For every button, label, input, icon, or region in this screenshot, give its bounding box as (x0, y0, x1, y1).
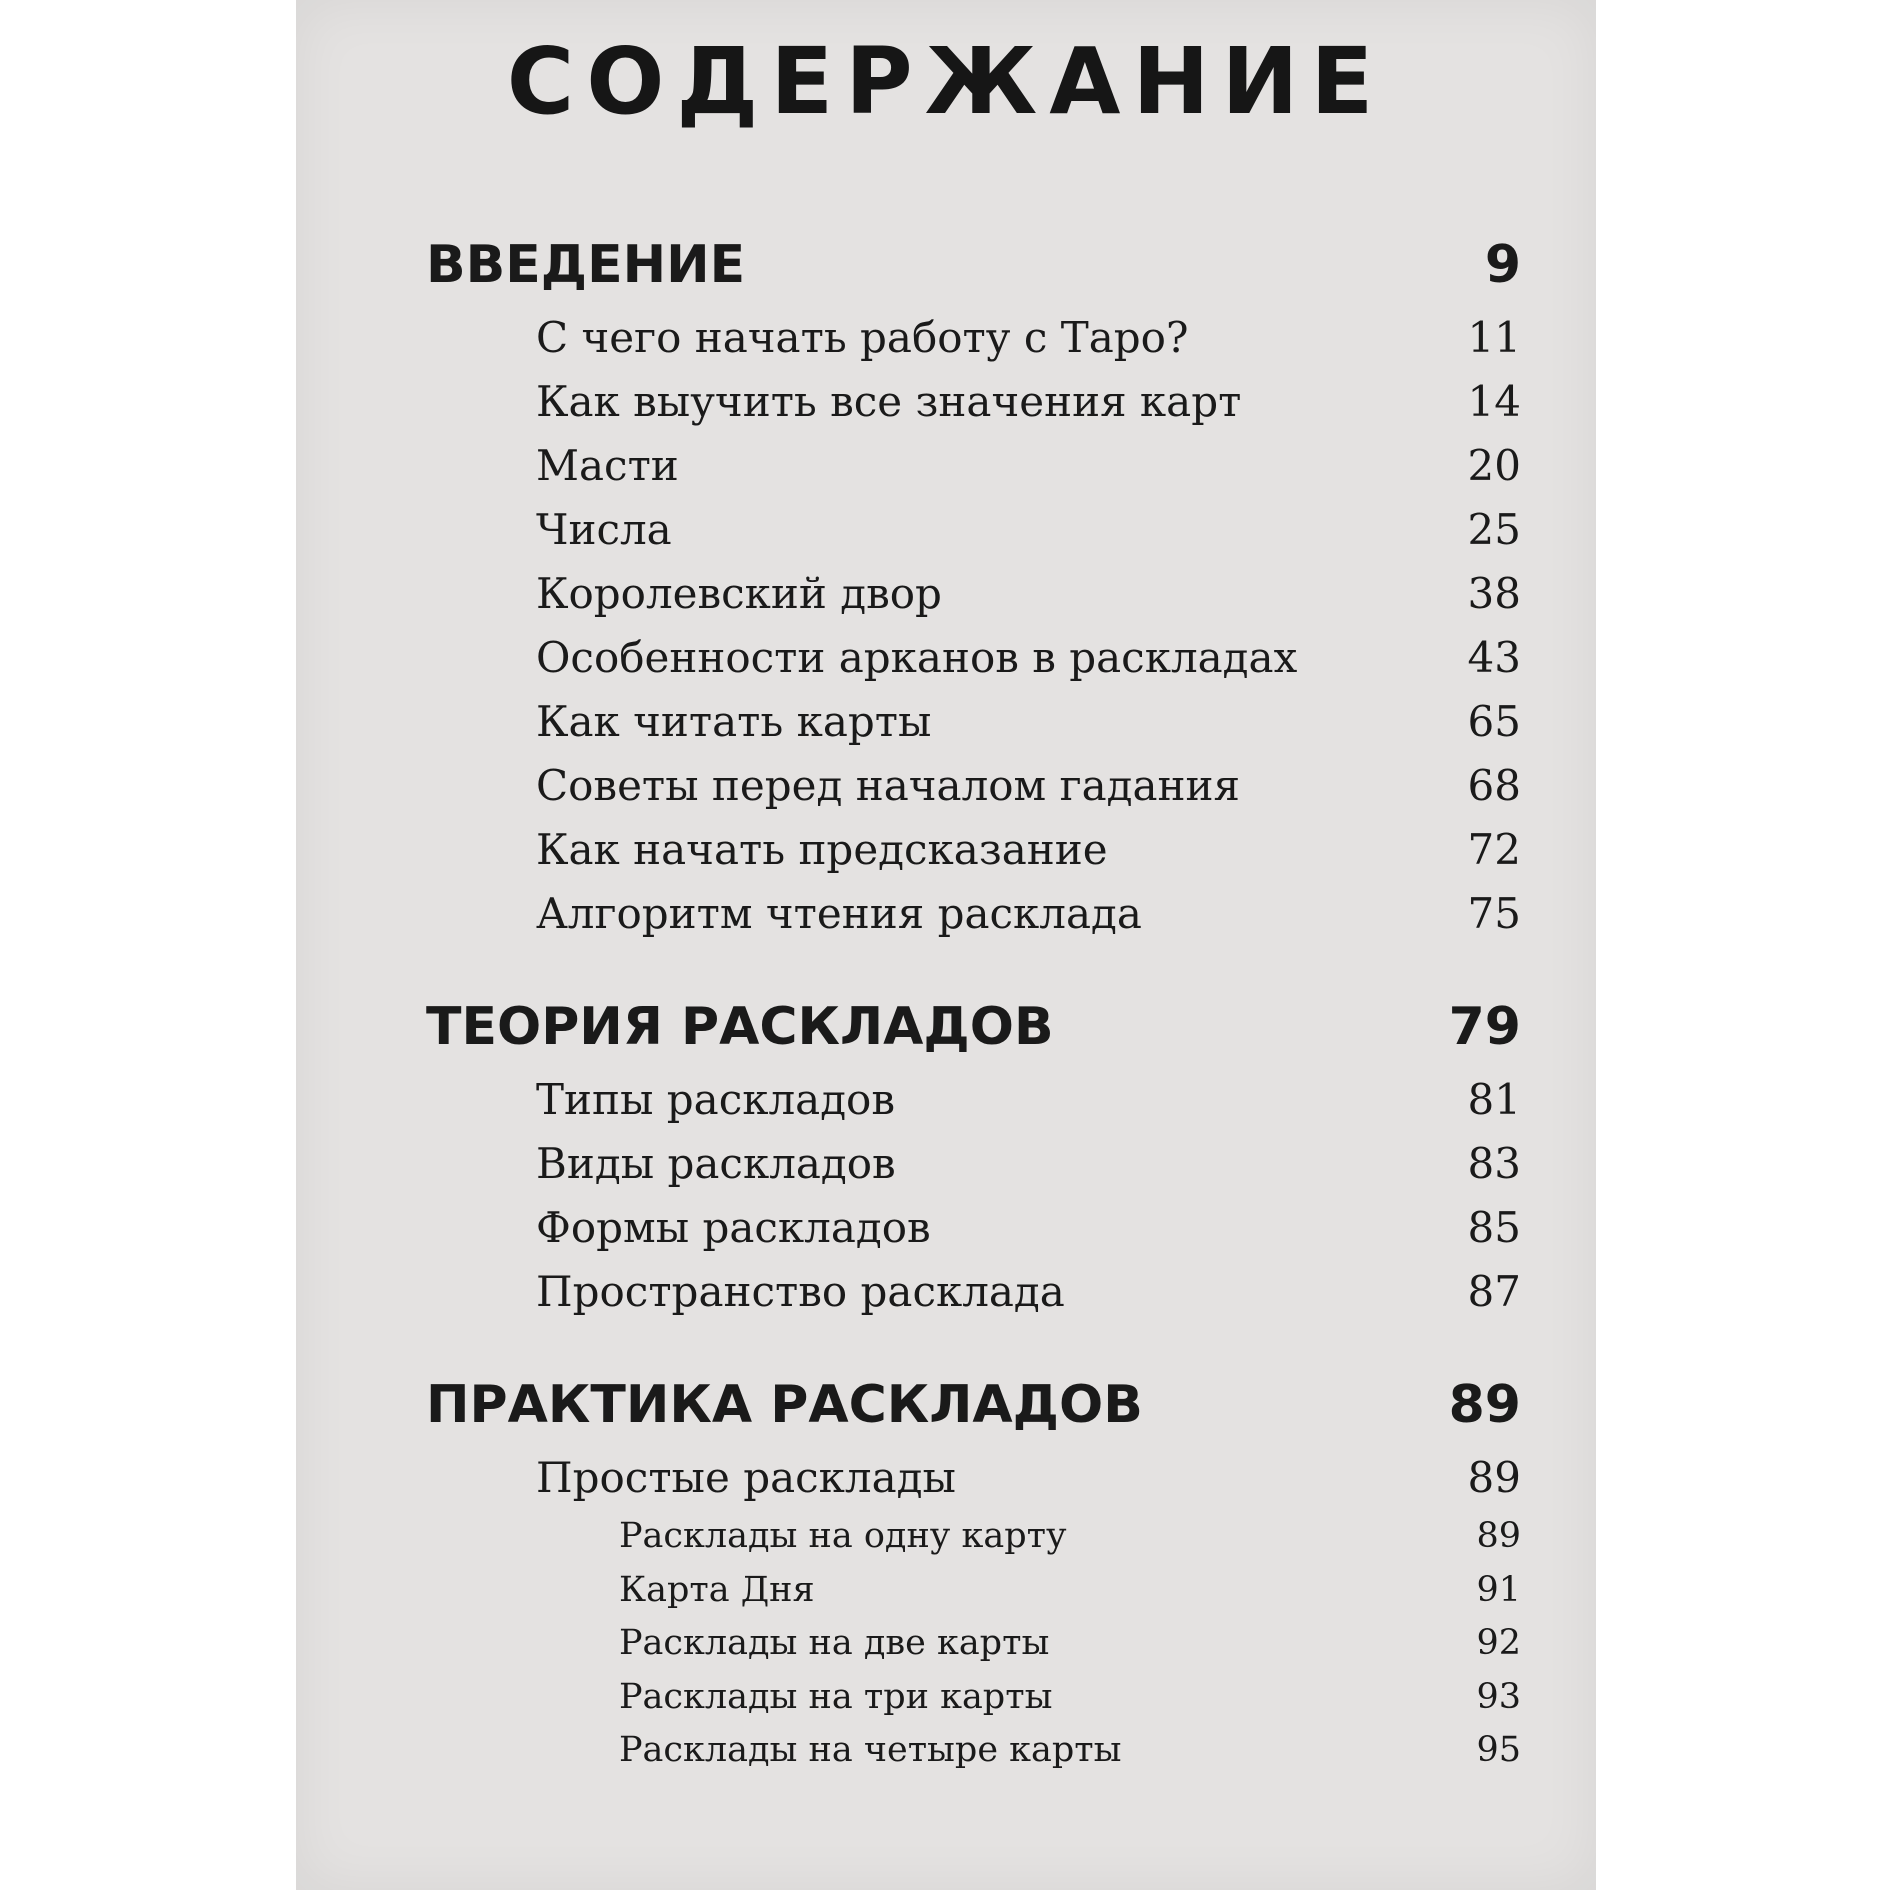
toc-entry-page: 43 (1467, 633, 1521, 682)
toc-entry (426, 882, 1521, 946)
toc-heading-page: 79 (1448, 997, 1521, 1057)
toc-subentry (426, 1617, 1521, 1671)
toc-entry-label: Алгоритм чтения расклада (536, 889, 1142, 938)
toc-entry (426, 690, 1521, 754)
toc-entry-page: 68 (1467, 761, 1521, 810)
toc-entry (426, 818, 1521, 882)
toc-entry-label: Масти (536, 441, 679, 490)
toc-heading (426, 230, 1521, 300)
toc-entry-page: 14 (1467, 377, 1521, 426)
toc-subentry-label: Расклады на две карты (619, 1623, 1050, 1663)
toc-entry (426, 1196, 1521, 1260)
toc-entry (426, 754, 1521, 818)
toc-subentry-page: 89 (1476, 1516, 1521, 1556)
toc-heading-label: ТЕОРИЯ РАСКЛАДОВ (426, 997, 1054, 1057)
toc-entry-label: Королевский двор (536, 569, 942, 618)
toc-heading-page: 9 (1484, 235, 1521, 295)
toc-heading-label: ПРАКТИКА РАСКЛАДОВ (426, 1375, 1143, 1435)
toc-entry (426, 306, 1521, 370)
toc-entry-label: Пространство расклада (536, 1267, 1065, 1316)
toc-subentry-label: Карта Дня (619, 1569, 815, 1610)
toc-subentry (426, 1510, 1521, 1564)
toc-subentry-page: 95 (1476, 1730, 1521, 1770)
toc-entry-label: Числа (536, 505, 672, 554)
toc-subentry-label: Расклады на три карты (619, 1676, 1053, 1717)
toc-section-spread-practice (426, 1370, 1521, 1778)
toc-section-introduction (426, 230, 1521, 946)
toc-entry (426, 498, 1521, 562)
toc-subentry-page: 93 (1476, 1676, 1521, 1717)
toc-entry-label: Как читать карты (536, 697, 932, 746)
toc-entry (426, 626, 1521, 690)
toc-entry-page: 65 (1467, 697, 1521, 746)
toc-heading (426, 992, 1521, 1062)
toc-entry (426, 1068, 1521, 1132)
toc-entry-page: 25 (1467, 505, 1521, 554)
toc-entry-page: 81 (1467, 1075, 1521, 1124)
toc-entry (426, 434, 1521, 498)
toc-entry-page: 75 (1467, 889, 1521, 938)
toc-entry-label: С чего начать работу с Таро? (536, 313, 1189, 362)
toc-entry-page: 38 (1467, 569, 1521, 618)
toc-entry (426, 1446, 1521, 1510)
toc-entry (426, 370, 1521, 434)
toc-entry-page: 87 (1467, 1267, 1521, 1316)
page-title: СОДЕРЖАНИЕ (506, 28, 1386, 135)
toc-entry-label: Простые расклады (536, 1453, 956, 1502)
toc-entry-label: Особенности арканов в раскладах (536, 633, 1298, 682)
toc-subentry (426, 1671, 1521, 1725)
toc-heading-label: ВВЕДЕНИЕ (426, 235, 746, 295)
toc-subentry-label: Расклады на четыре карты (619, 1730, 1122, 1770)
toc-entry-label: Советы перед началом гадания (536, 761, 1240, 810)
toc-entry-page: 89 (1467, 1453, 1521, 1502)
toc-section-spread-theory (426, 992, 1521, 1324)
toc-entry-page: 72 (1467, 825, 1521, 874)
toc-entry (426, 1132, 1521, 1196)
toc-entry-label: Виды раскладов (536, 1139, 896, 1188)
toc-entry-page: 83 (1467, 1139, 1521, 1188)
toc-entry (426, 1260, 1521, 1324)
toc-entry-label: Формы раскладов (536, 1203, 931, 1252)
toc-entry-page: 11 (1467, 313, 1521, 362)
book-page (296, 0, 1596, 1890)
toc-entry-page: 20 (1467, 441, 1521, 490)
toc-subentry-page: 92 (1476, 1623, 1521, 1663)
toc-heading-page: 89 (1448, 1375, 1521, 1435)
toc-entry (426, 562, 1521, 626)
toc-entry-label: Как начать предсказание (536, 825, 1108, 874)
toc-heading (426, 1370, 1521, 1440)
toc-entry-page: 85 (1467, 1203, 1521, 1252)
toc-subentry-label: Расклады на одну карту (619, 1516, 1067, 1556)
toc-entry-label: Как выучить все значения карт (536, 377, 1242, 426)
toc-subentry-page: 91 (1476, 1569, 1521, 1610)
toc-entry-label: Типы раскладов (536, 1075, 895, 1124)
toc-subentry (426, 1564, 1521, 1618)
toc-subentry (426, 1724, 1521, 1778)
